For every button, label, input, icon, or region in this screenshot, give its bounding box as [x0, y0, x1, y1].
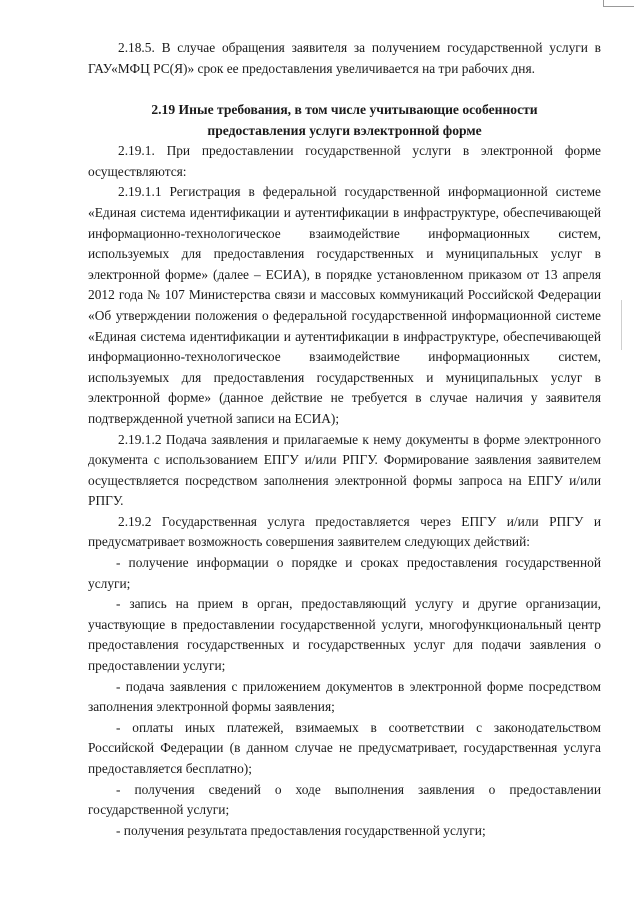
list-item: - получения результата предоставления государственной услуги; [116, 822, 486, 838]
list-item: - получение информации о порядке и сроках предоставления государственной услуги; [88, 555, 601, 591]
page-corner-mark [603, 0, 634, 7]
list-item: - оплаты иных платежей, взимаемых в соответствии с законодательством Российской Федерации (в данном случае не предусматривает, государственная услуга предоставляется бесплатно); [88, 719, 601, 776]
paragraph-2-19-1-1: 2.19.1.1 Регистрация в федеральной государственной информационной системе «Единая система идентификации и аутентификации в инфраструктуре, обеспечивающей информационно-технологическое взаимодействие информационных систем, используемых для предоставления государственных и муниципальных услуг в электронной форме» (далее – ЕСИА), в порядке установленном приказом от 13 апреля 2012 года № 107 Министерства связи и массовых коммуникаций Российской Федерации «Об утверждении положения о федеральной государственной информационной системе «Единая система идентификации и аутентификации в инфраструктуре, обеспечивающей информационно-технологическое взаимодействие информационных систем, используемых для предоставления государственных и муниципальных услуг в электронной форме» (данное действие не требуется в случае наличия у заявителя подтвержденной учетной записи на ЕСИА); [88, 184, 601, 426]
heading-line-1: 2.19 Иные требования, в том числе учитывающие особенности [151, 102, 538, 118]
list-item: - подача заявления с приложением документов в электронной форме посредством заполнения электронной формы заявления; [88, 678, 601, 715]
paragraph-2-19-1-2: 2.19.1.2 Подача заявления и прилагаемые к нему документы в форме электронного документа с использованием ЕПГУ и/или РПГУ. Формирование заявления заявителем осуществляется посредством заполнения электронной формы запроса на ЕПГУ и/или РПГУ. [88, 431, 601, 509]
heading-line-2: предоставления услуги вэлектронной форме [207, 123, 482, 139]
document-body [88, 38, 601, 841]
paragraph-2-19-1: 2.19.1. При предоставлении государственной услуги в электронной форме осуществляются: [88, 143, 601, 179]
paragraph-2-18-5: 2.18.5. В случае обращения заявителя за получением государственной услуги в ГАУ«МФЦ РС(Я)» срок ее предоставления увеличивается на три рабочих дня. [88, 40, 601, 76]
section-heading-2-19 [88, 99, 601, 141]
scan-margin-mark [621, 300, 622, 350]
list-item: - получения сведений о ходе выполнения заявления о предоставлении государственной услуги; [88, 781, 601, 818]
list-item: - запись на прием в орган, предоставляющий услугу и другие организации, участвующие в предоставлении государственной услуги, многофункциональный центр предоставления государственных и государственных услуг для подачи заявления о предоставлении услуги; [88, 596, 601, 674]
paragraph-2-19-2: 2.19.2 Государственная услуга предоставляется через ЕПГУ и/или РПГУ и предусматривает возможность совершения заявителем следующих действий: [88, 513, 601, 550]
